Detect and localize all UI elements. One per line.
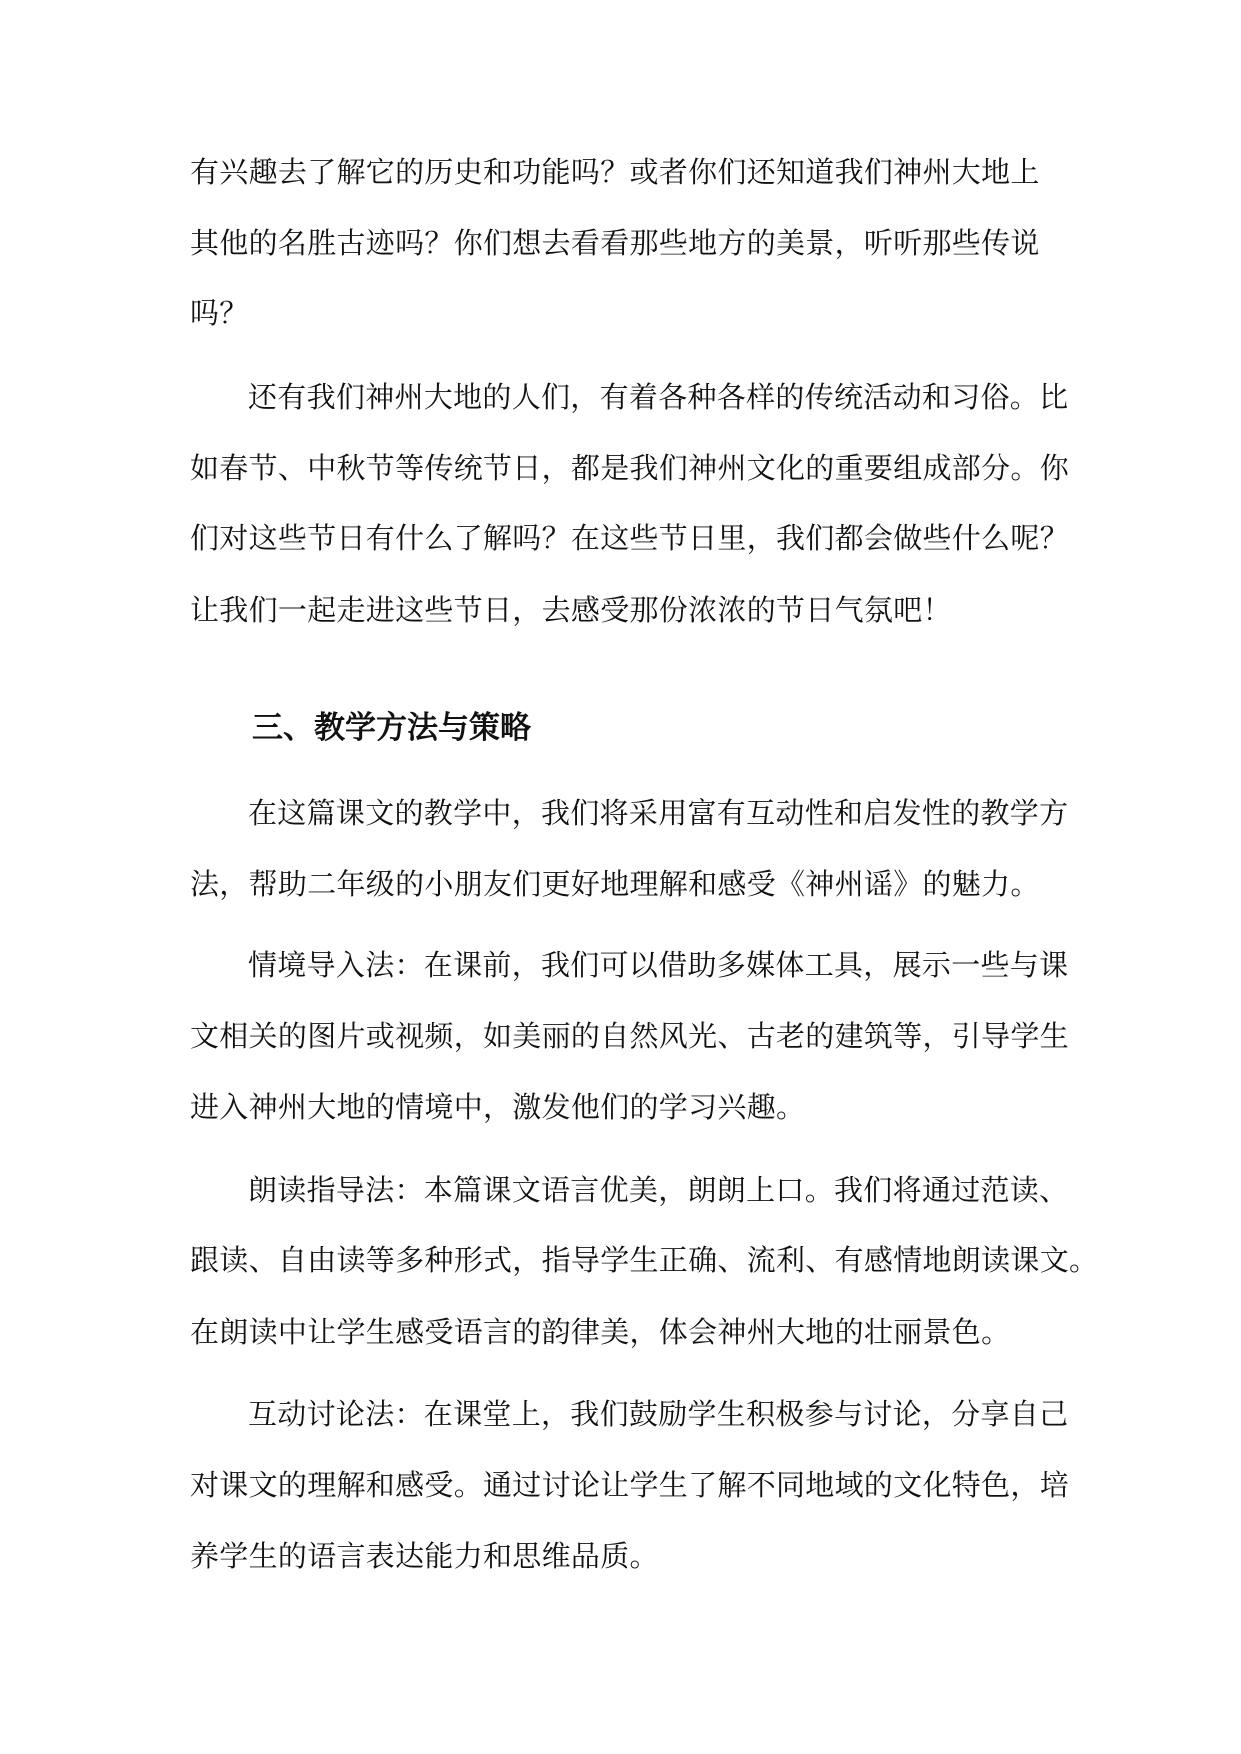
paragraph-4-line-3: 进入神州大地的情境中，激发他们的学习兴趣。 [190, 1090, 806, 1124]
paragraph-5-line-2: 跟读、自由读等多种形式，指导学生正确、流利、有感情地朗读课文。 [190, 1243, 1099, 1277]
paragraph-3-line-1: 在这篇课文的教学中，我们将采用富有互动性和启发性的教学方 [248, 796, 1069, 830]
paragraph-2-line-4: 让我们一起走进这些节日，去感受那份浓浓的节日气氛吧！ [190, 593, 952, 627]
paragraph-5-line-1: 朗读指导法：本篇课文语言优美，朗朗上口。我们将通过范读、 [248, 1173, 1069, 1207]
paragraph-2-line-2: 如春节、中秋节等传统节日，都是我们神州文化的重要组成部分。你 [190, 451, 1070, 485]
paragraph-1-line-1: 有兴趣去了解它的历史和功能吗？或者你们还知道我们神州大地上 [190, 155, 1040, 189]
paragraph-1-line-2: 其他的名胜古迹吗？你们想去看看那些地方的美景，听听那些传说 [190, 226, 1040, 260]
section-heading: 三、教学方法与策略 [252, 710, 531, 746]
paragraph-5-line-3: 在朗读中让学生感受语言的韵律美，体会神州大地的壮丽景色。 [190, 1315, 1011, 1349]
paragraph-6-line-2: 对课文的理解和感受。通过讨论让学生了解不同地域的文化特色，培 [190, 1468, 1070, 1502]
paragraph-6-line-3: 养学生的语言表达能力和思维品质。 [190, 1539, 659, 1573]
paragraph-3-line-2: 法，帮助二年级的小朋友们更好地理解和感受《神州谣》的魅力。 [190, 867, 1040, 901]
paragraph-6-line-1: 互动讨论法：在课堂上，我们鼓励学生积极参与讨论，分享自己 [248, 1397, 1069, 1431]
paragraph-2-line-3: 们对这些节日有什么了解吗？在这些节日里，我们都会做些什么呢？ [190, 521, 1070, 555]
paragraph-2-line-1: 还有我们神州大地的人们，有着各种各样的传统活动和习俗。比 [248, 380, 1069, 414]
paragraph-1-line-3: 吗？ [190, 296, 249, 330]
paragraph-4-line-1: 情境导入法：在课前，我们可以借助多媒体工具，展示一些与课 [248, 948, 1069, 982]
paragraph-4-line-2: 文相关的图片或视频，如美丽的自然风光、古老的建筑等，引导学生 [190, 1019, 1070, 1053]
